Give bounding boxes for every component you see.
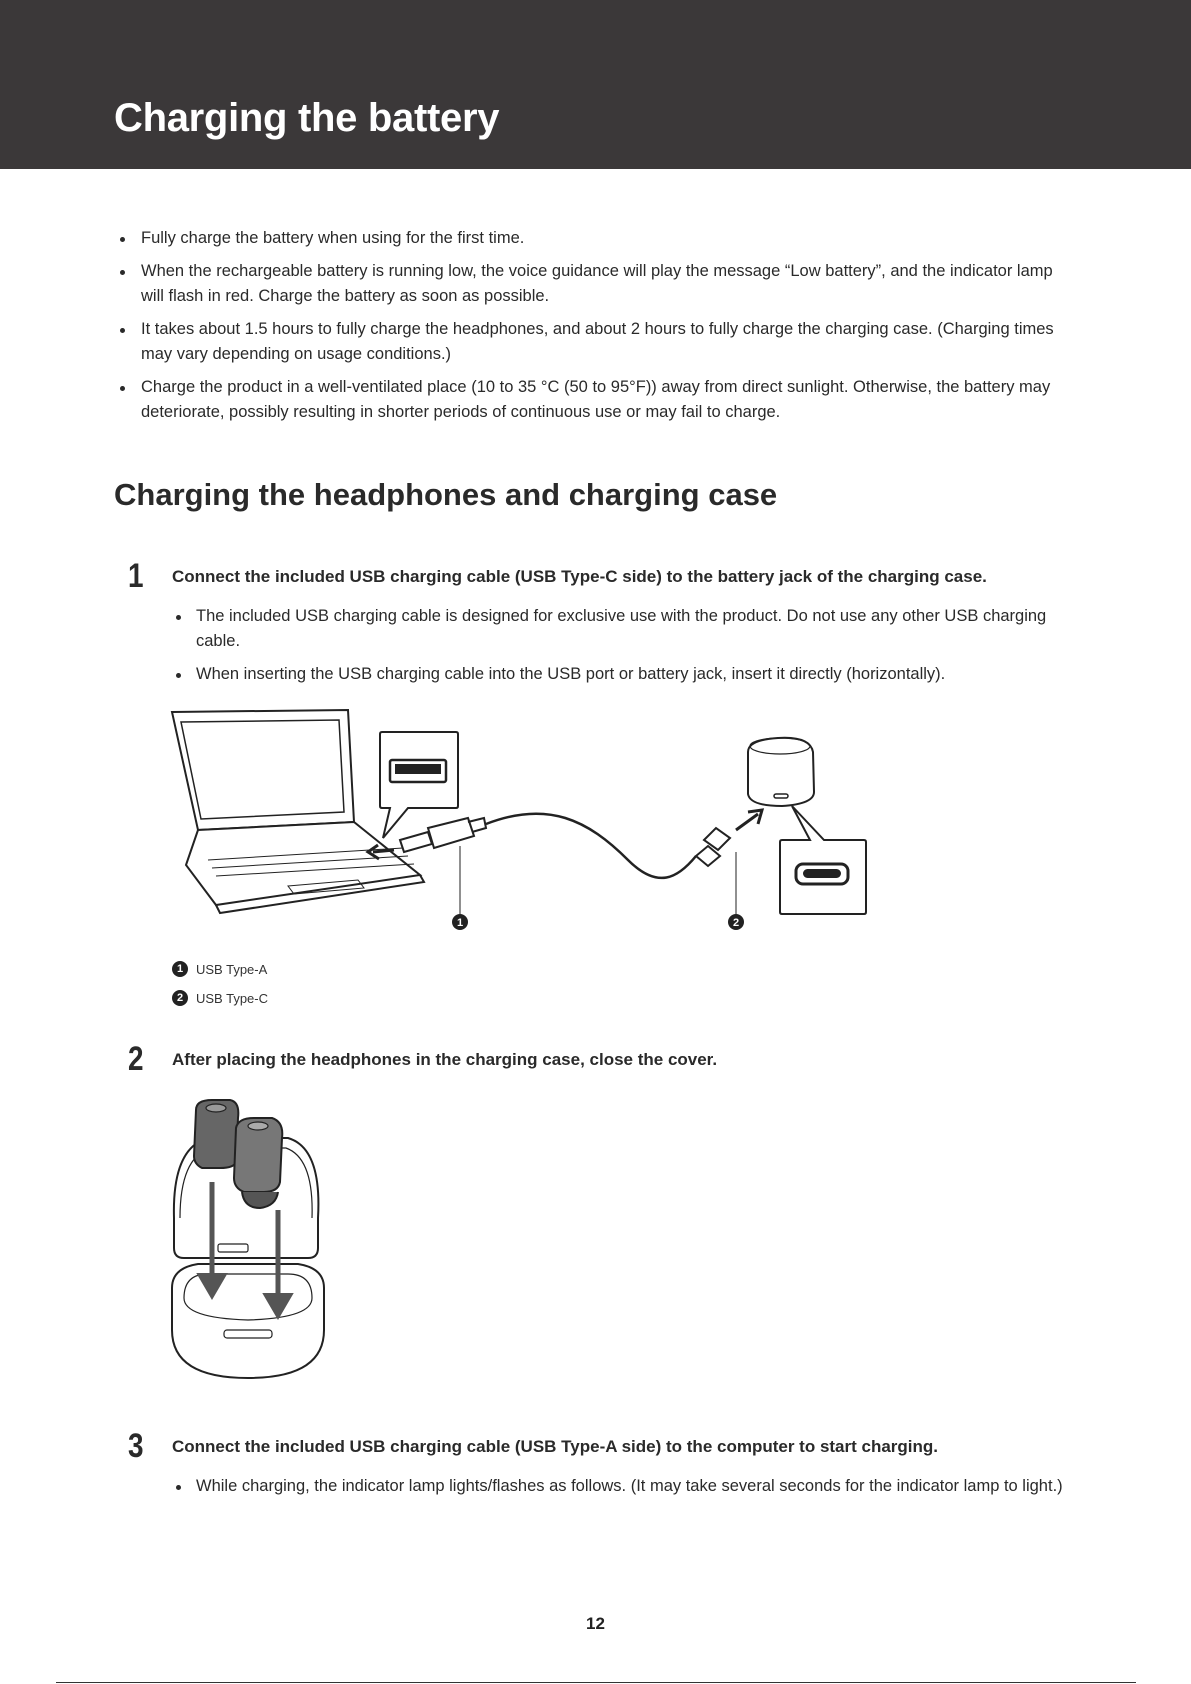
connector-legend	[172, 958, 268, 1016]
step-note: The included USB charging cable is designed for exclusive use with the product. Do not use any other USB charging cable.	[172, 604, 1072, 654]
legend-item	[172, 958, 268, 980]
intro-notes-list	[114, 226, 1054, 433]
usb-connection-illustration	[168, 700, 880, 940]
intro-note: Charge the product in a well-ventilated place (10 to 35 °C (50 to 95°F)) away from direct sunlight. Otherwise, the battery may deteriorate, possibly resulting in shorter periods of continuous use or may fail to charge.	[114, 375, 1054, 425]
intro-note: Fully charge the battery when using for the first time.	[114, 226, 1054, 251]
usb-a-plug-icon	[400, 832, 432, 852]
section-title: Charging the headphones and charging case	[114, 477, 778, 512]
legend-label: USB Type-A	[196, 961, 268, 977]
svg-text:1: 1	[456, 917, 464, 929]
legend-label: USB Type-C	[196, 990, 269, 1006]
step-notes-list	[172, 604, 1072, 695]
case-base-icon	[172, 1264, 324, 1378]
usb-cable	[486, 814, 696, 878]
svg-text:2: 2	[732, 917, 740, 929]
step-number: 1	[128, 557, 144, 595]
legend-marker: 1	[172, 961, 188, 977]
step-number: 2	[128, 1040, 144, 1078]
intro-note: It takes about 1.5 hours to fully charge the headphones, and about 2 hours to fully charge the charging case. (Charging times may vary depending on usage conditions.)	[114, 317, 1054, 367]
usb-a-port-callout	[380, 732, 458, 838]
step-number: 3	[128, 1427, 144, 1465]
earbuds-into-case-illustration	[168, 1098, 328, 1380]
step-instruction: Connect the included USB charging cable (USB Type-C side) to the battery jack of the charging case.	[172, 567, 987, 586]
usb-c-port-callout	[780, 806, 866, 914]
page-title: Charging the battery	[114, 96, 500, 140]
page-number: 12	[586, 1614, 605, 1633]
intro-note: When the rechargeable battery is running low, the voice guidance will play the message “Low battery”, and the indicator lamp will flash in red. Charge the battery as soon as possible.	[114, 259, 1054, 309]
step-notes-list	[172, 1474, 1072, 1507]
header-band	[0, 0, 1191, 169]
step-instruction: Connect the included USB charging cable (USB Type-A side) to the computer to start charging.	[172, 1437, 939, 1456]
charging-case-icon	[748, 738, 814, 806]
step-instruction: After placing the headphones in the charging case, close the cover.	[172, 1050, 718, 1069]
legend-item	[172, 987, 268, 1009]
step-note: While charging, the indicator lamp lights/flashes as follows. (It may take several seconds for the indicator lamp to light.)	[172, 1474, 1072, 1499]
step-note: When inserting the USB charging cable into the USB port or battery jack, insert it directly (horizontally).	[172, 662, 1072, 687]
legend-marker: 2	[172, 990, 188, 1006]
footer-rule	[56, 1682, 1136, 1683]
